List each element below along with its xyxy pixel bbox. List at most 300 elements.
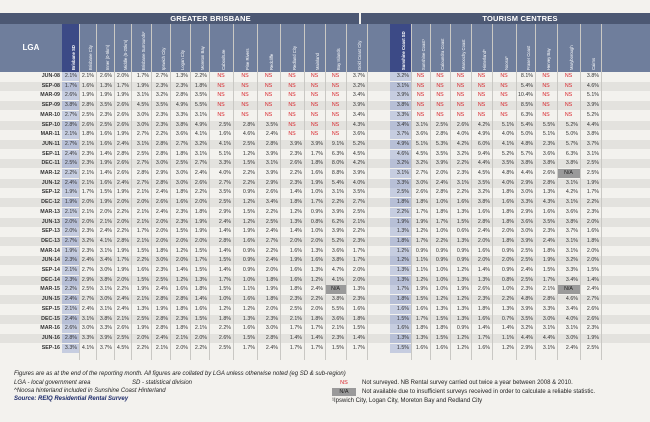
- table-cell: 2.6%: [116, 121, 129, 128]
- table-cell: 1.9%: [194, 228, 207, 235]
- table-cell: 2.4%: [218, 218, 231, 225]
- table-cell: 5.5%: [331, 305, 344, 312]
- table-cell: 1.6%: [542, 208, 555, 215]
- table-cell: 1.5%: [586, 267, 599, 273]
- table-cell: NS: [436, 82, 444, 89]
- table-cell: 2.9%: [520, 208, 533, 215]
- table-cell: 2.1%: [62, 130, 79, 139]
- table-cell: 4.0%: [501, 179, 514, 186]
- table-cell: NS: [288, 73, 296, 79]
- table-cell: 2.1%: [289, 315, 302, 322]
- table-cell: 4.8%: [520, 296, 533, 303]
- table-cell: 3.9%: [520, 305, 533, 312]
- table-cell: 1.6%: [136, 267, 149, 273]
- table-cell: 4.6%: [586, 82, 599, 89]
- table-cell: 3.5%: [99, 102, 112, 109]
- column-header: [580, 24, 601, 72]
- column-divider: [96, 24, 97, 360]
- table-cell: 1.9%: [116, 189, 129, 196]
- table-cell: NS: [500, 82, 508, 89]
- row-label: JUN-13: [41, 218, 60, 225]
- table-cell: 4.5%: [415, 150, 428, 157]
- row-label: MAR-14: [40, 247, 60, 254]
- table-cell: 4.1%: [218, 140, 231, 147]
- table-cell: 3.7%: [352, 73, 365, 79]
- table-cell: 1.6%: [310, 257, 323, 264]
- table-cell: 0.6%: [456, 228, 469, 235]
- column-header: [62, 24, 79, 72]
- table-cell: 2.5%: [175, 160, 188, 167]
- table-cell: 1.2%: [435, 296, 448, 303]
- column-divider: [114, 24, 115, 360]
- table-cell: 2.6%: [415, 189, 428, 196]
- table-cell: 1.3%: [501, 305, 514, 312]
- table-cell: 2.5%: [99, 121, 112, 128]
- table-cell: 1.2%: [390, 247, 411, 256]
- table-cell: 3.4%: [352, 92, 365, 99]
- table-cell: NS: [310, 111, 319, 118]
- table-cell: 3.0%: [415, 179, 428, 186]
- table-cell: 3.0%: [136, 121, 149, 128]
- table-cell: 2.4%: [435, 179, 448, 186]
- table-cell: 0.9%: [415, 247, 428, 254]
- table-cell: NS: [331, 121, 340, 128]
- table-cell: 2.8%: [175, 92, 188, 99]
- table-cell: 2.8%: [242, 121, 255, 128]
- table-cell: 1.6%: [415, 344, 428, 351]
- table-cell: NS: [331, 111, 340, 118]
- table-cell: 2.3%: [586, 208, 599, 215]
- table-cell: 3.2%: [155, 92, 168, 99]
- table-cell: 1.8%: [501, 218, 514, 225]
- table-cell: 3.8%: [520, 160, 533, 167]
- table-cell: 1.5%: [435, 315, 448, 322]
- table-cell: 3.9%: [352, 102, 365, 109]
- row-label: JUN-16: [41, 334, 60, 341]
- column-header-label: Gold Coast City: [356, 40, 362, 70]
- table-cell: 3.0%: [155, 257, 168, 264]
- table-cell: 2.4%: [265, 131, 278, 138]
- column-header-label: Brisbane Surrounds²: [141, 31, 146, 70]
- table-cell: 1.8%: [477, 305, 490, 312]
- table-cell: NS: [264, 82, 273, 89]
- table-cell: 2.4%: [62, 295, 79, 304]
- table-cell: 2.1%: [175, 334, 188, 341]
- table-cell: 5.2%: [501, 150, 514, 157]
- table-cell: 2.4%: [81, 257, 94, 264]
- table-cell: 3.1%: [456, 179, 469, 186]
- table-cell: 1.7%: [116, 82, 129, 89]
- table-cell: 1.2%: [456, 267, 469, 273]
- table-cell: 3.0%: [542, 315, 555, 322]
- table-cell: 2.3%: [99, 111, 112, 118]
- column-header-label: Fraser Coast: [525, 45, 531, 70]
- table-cell: 1.1%: [415, 257, 428, 264]
- table-cell: 1.4%: [175, 267, 188, 273]
- column-divider: [325, 24, 326, 360]
- table-cell: 1.2%: [218, 305, 231, 312]
- table-cell: 4.5%: [477, 170, 490, 176]
- table-cell: 2.5%: [218, 344, 231, 351]
- table-cell: NS: [241, 73, 249, 79]
- table-cell: 3.4%: [99, 257, 112, 264]
- table-cell: 3.7%: [99, 344, 112, 351]
- table-cell: 1.8%: [435, 208, 448, 215]
- table-cell: 2.7%: [155, 73, 168, 79]
- table-cell: 1.6%: [501, 199, 514, 206]
- table-cell: 1.9%: [586, 179, 599, 186]
- table-cell: 3.6%: [331, 247, 344, 254]
- table-cell: 3.1%: [390, 169, 411, 178]
- table-cell: 1.6%: [289, 267, 302, 273]
- table-cell: 4.4%: [520, 334, 533, 341]
- table-cell: NS: [416, 92, 425, 99]
- table-cell: NS: [500, 111, 508, 118]
- table-cell: 2.6%: [542, 170, 555, 176]
- table-cell: 4.2%: [352, 160, 365, 167]
- table-cell: 2.4%: [155, 286, 168, 293]
- column-divider: [367, 24, 368, 360]
- table-cell: 1.0%: [310, 228, 323, 235]
- table-cell: 1.9%: [116, 131, 129, 138]
- table-cell: 2.1%: [81, 179, 94, 186]
- column-header: [430, 24, 450, 72]
- table-cell: NS: [241, 92, 249, 99]
- row-label: MAR-09: [40, 92, 60, 99]
- table-cell: 2.7%: [136, 160, 149, 167]
- table-cell: 3.5%: [520, 315, 533, 322]
- table-cell: 2.8%: [435, 189, 448, 196]
- table-cell: NS: [217, 92, 225, 99]
- table-cell: 2.5%: [265, 218, 278, 225]
- table-cell: 4.0%: [352, 179, 365, 186]
- table-cell: 1.6%: [99, 140, 112, 147]
- table-cell: 2.7%: [81, 296, 94, 303]
- table-cell: 3.1%: [265, 160, 278, 167]
- column-divider: [151, 24, 152, 360]
- legend-ns-box: NS: [332, 379, 356, 387]
- table-cell: 3.7%: [565, 228, 578, 235]
- table-cell: 3.7%: [390, 130, 411, 139]
- table-cell: 1.3%: [390, 227, 411, 236]
- table-cell: 0.9%: [242, 189, 255, 196]
- column-divider: [233, 24, 234, 360]
- table-cell: 1.3%: [99, 82, 112, 89]
- table-cell: 2.7%: [62, 237, 79, 246]
- table-cell: 1.8%: [81, 131, 94, 138]
- table-cell: 2.3%: [155, 111, 168, 118]
- table-cell: 3.9%: [331, 228, 344, 235]
- table-cell: 3.2%: [352, 82, 365, 89]
- table-cell: 1.7%: [477, 334, 490, 341]
- column-divider: [209, 24, 210, 360]
- table-cell: 9.1%: [331, 140, 344, 147]
- table-cell: 1.6%: [242, 296, 255, 303]
- table-cell: 2.0%: [477, 257, 490, 264]
- table-cell: 1.2%: [289, 208, 302, 215]
- table-cell: 3.2%: [194, 140, 207, 147]
- table-cell: 3.6%: [565, 208, 578, 215]
- column-header-label: Maroochy Coast: [460, 39, 466, 70]
- table-cell: NS: [477, 102, 486, 109]
- table-cell: 1.8%: [435, 325, 448, 332]
- table-cell: 3.4%: [265, 199, 278, 206]
- table-cell: NS: [331, 82, 340, 89]
- table-cell: 2.3%: [155, 267, 168, 273]
- table-cell: 3.0%: [565, 334, 578, 341]
- table-cell: 3.6%: [331, 315, 344, 322]
- table-cell: 1.4%: [218, 228, 231, 235]
- table-cell: NS: [477, 111, 486, 118]
- table-cell: 3.8%: [542, 160, 555, 167]
- table-cell: NS: [542, 82, 550, 89]
- table-cell: 1.5%: [390, 315, 411, 324]
- table-cell: N/A: [557, 285, 580, 294]
- table-cell: 2.8%: [155, 296, 168, 303]
- column-header: [151, 24, 170, 72]
- column-header: [346, 24, 367, 72]
- table-cell: NS: [288, 111, 296, 118]
- table-cell: 2.3%: [477, 296, 490, 303]
- table-cell: 8.1%: [520, 73, 533, 79]
- table-cell: 4.0%: [456, 131, 469, 138]
- table-cell: 2.7%: [415, 170, 428, 176]
- table-cell: 2.3%: [586, 325, 599, 332]
- footnote-sd: SD - statistical division: [132, 380, 193, 386]
- table-cell: 2.4%: [586, 286, 599, 293]
- column-divider: [190, 24, 191, 360]
- table-cell: 2.8%: [175, 296, 188, 303]
- table-cell: 2.1%: [331, 325, 344, 332]
- table-cell: 3.7%: [586, 140, 599, 147]
- table-cell: 0.9%: [456, 257, 469, 264]
- table-cell: 1.9%: [116, 267, 129, 273]
- table-cell: 1.8%: [175, 305, 188, 312]
- table-cell: 1.7%: [136, 228, 149, 235]
- table-cell: 2.2%: [265, 208, 278, 215]
- table-cell: 3.3%: [390, 179, 411, 188]
- table-cell: 2.7%: [586, 296, 599, 303]
- table-cell: NS: [416, 73, 425, 79]
- table-cell: 4.8%: [501, 170, 514, 176]
- table-cell: 5.3%: [435, 140, 448, 147]
- table-cell: NS: [310, 92, 319, 99]
- table-cell: 4.1%: [501, 140, 514, 147]
- table-cell: 1.5%: [390, 344, 411, 353]
- column-divider: [304, 24, 305, 360]
- table-cell: 2.8%: [155, 179, 168, 186]
- table-cell: 1.4%: [289, 189, 302, 196]
- column-header: [492, 24, 516, 72]
- table-cell: 3.4%: [565, 276, 578, 283]
- table-cell: NS: [564, 111, 573, 118]
- table-cell: 1.9%: [136, 325, 149, 332]
- table-cell: 4.1%: [81, 344, 94, 351]
- table-cell: 2.3%: [542, 228, 555, 235]
- table-cell: 2.0%: [155, 237, 168, 244]
- column-divider: [131, 24, 132, 360]
- table-cell: 3.1%: [99, 286, 112, 293]
- table-cell: 2.7%: [136, 179, 149, 186]
- table-cell: 1.3%: [289, 218, 302, 225]
- table-cell: NS: [564, 82, 573, 89]
- table-cell: NS: [241, 82, 249, 89]
- table-cell: 2.6%: [116, 160, 129, 167]
- table-cell: 2.5%: [242, 140, 255, 147]
- table-cell: 2.3%: [265, 315, 278, 322]
- table-cell: NS: [331, 73, 340, 79]
- table-cell: 1.4%: [477, 325, 490, 332]
- row-label: JUN-11: [42, 140, 60, 147]
- table-cell: 1.8%: [218, 315, 231, 322]
- table-cell: 2.2%: [116, 208, 129, 215]
- table-cell: 2.2%: [62, 169, 79, 178]
- table-cell: NS: [331, 102, 340, 109]
- table-cell: 2.6%: [99, 73, 112, 79]
- table-cell: 4.2%: [456, 140, 469, 147]
- table-cell: NS: [288, 92, 296, 99]
- column-divider: [170, 24, 171, 360]
- table-cell: 2.4%: [265, 228, 278, 235]
- table-cell: 2.2%: [390, 208, 411, 217]
- table-cell: 2.0%: [265, 267, 278, 273]
- table-cell: 2.2%: [331, 199, 344, 206]
- table-cell: 1.8%: [586, 237, 599, 244]
- table-cell: 1.8%: [194, 82, 207, 89]
- table-cell: 1.8%: [175, 325, 188, 332]
- table-cell: 5.2%: [586, 111, 599, 118]
- table-cell: 1.7%: [194, 257, 207, 264]
- table-cell: 2.3%: [155, 121, 168, 128]
- table-cell: 2.5%: [586, 170, 599, 176]
- table-cell: 3.9%: [289, 140, 302, 147]
- table-cell: 2.6%: [116, 170, 129, 176]
- column-header: [516, 24, 535, 72]
- table-cell: 3.0%: [175, 170, 188, 176]
- column-header: [280, 24, 304, 72]
- table-cell: 2.0%: [289, 237, 302, 244]
- table-cell: 1.7%: [352, 257, 365, 264]
- table-cell: 1.8%: [542, 247, 555, 254]
- column-divider: [280, 24, 281, 360]
- table-cell: 0.9%: [501, 267, 514, 273]
- table-cell: 1.0%: [435, 267, 448, 273]
- table-cell: 1.1%: [242, 286, 255, 293]
- table-cell: NS: [477, 82, 486, 89]
- table-cell: 2.0%: [62, 218, 79, 227]
- table-cell: 1.9%: [265, 286, 278, 293]
- table-cell: 2.7%: [194, 160, 207, 167]
- table-cell: 2.3%: [175, 315, 188, 322]
- table-cell: 2.2%: [242, 170, 255, 176]
- table-cell: 1.7%: [81, 189, 94, 196]
- table-cell: 3.3%: [542, 305, 555, 312]
- table-cell: 1.7%: [435, 218, 448, 225]
- table-cell: 1.7%: [310, 150, 323, 157]
- table-cell: 1.0%: [501, 286, 514, 293]
- table-cell: 5.4%: [520, 121, 533, 128]
- table-cell: 3.4%: [352, 111, 365, 118]
- table-cell: 3.2%: [390, 72, 411, 81]
- table-cell: 0.9%: [435, 257, 448, 264]
- table-cell: 1.9%: [390, 218, 411, 227]
- table-cell: 3.5%: [155, 102, 168, 109]
- table-cell: 2.0%: [62, 227, 79, 236]
- table-cell: 1.9%: [194, 218, 207, 225]
- table-cell: 6.3%: [331, 150, 344, 157]
- column-header-label: Caboolture: [221, 49, 226, 70]
- table-cell: 1.1%: [501, 334, 514, 341]
- table-cell: 3.1%: [136, 140, 149, 147]
- column-header-label: Brisbane City: [87, 45, 93, 70]
- table-cell: 2.0%: [352, 276, 365, 283]
- table-cell: NS: [564, 73, 573, 79]
- table-cell: 5.7%: [520, 150, 533, 157]
- table-cell: 5.1%: [542, 131, 555, 138]
- table-cell: 1.5%: [352, 325, 365, 332]
- table-cell: 1.2%: [501, 344, 514, 351]
- table-cell: NS: [456, 82, 465, 89]
- table-cell: 2.3%: [289, 296, 302, 303]
- table-cell: 2.5%: [81, 111, 94, 118]
- column-divider: [79, 24, 80, 360]
- table-cell: 2.2%: [136, 344, 149, 351]
- column-header: [411, 24, 430, 72]
- table-cell: 5.0%: [520, 131, 533, 138]
- table-cell: 2.7%: [62, 140, 79, 149]
- table-cell: 2.1%: [62, 305, 79, 314]
- table-cell: 0.8%: [501, 276, 514, 283]
- table-cell: 1.2%: [310, 276, 323, 283]
- row-label: DEC-12: [41, 199, 60, 206]
- table-cell: 1.8%: [289, 286, 302, 293]
- table-cell: 1.9%: [62, 198, 79, 207]
- table-cell: NS: [456, 102, 465, 109]
- table-cell: 3.3%: [81, 334, 94, 341]
- table-cell: 2.5%: [390, 188, 411, 197]
- column-divider: [601, 24, 602, 360]
- table-cell: 2.3%: [352, 296, 365, 303]
- table-cell: 1.9%: [136, 286, 149, 293]
- table-cell: 1.0%: [435, 286, 448, 293]
- column-header-label: Bay Islands: [335, 48, 341, 70]
- table-cell: 2.1%: [116, 315, 129, 322]
- table-cell: 3.1%: [565, 237, 578, 244]
- table-cell: 1.9%: [289, 257, 302, 264]
- table-cell: 2.5%: [155, 276, 168, 283]
- column-divider: [411, 24, 412, 360]
- table-cell: 1.3%: [352, 286, 365, 293]
- lga-column-header: LGA: [0, 24, 62, 72]
- table-cell: 2.6%: [116, 111, 129, 118]
- table-cell: 2.7%: [175, 140, 188, 147]
- table-cell: 2.0%: [586, 257, 599, 264]
- table-cell: 3.5%: [435, 150, 448, 157]
- table-cell: 2.8%: [155, 315, 168, 322]
- table-cell: 1.7%: [136, 73, 149, 79]
- table-cell: 1.2%: [242, 218, 255, 225]
- table-cell: 4.7%: [331, 267, 344, 273]
- table-cell: 5.5%: [542, 121, 555, 128]
- table-cell: 1.6%: [456, 199, 469, 206]
- table-cell: 3.1%: [390, 82, 411, 91]
- table-cell: 2.0%: [116, 199, 129, 206]
- table-cell: 4.2%: [477, 121, 490, 128]
- table-cell: 2.0%: [155, 228, 168, 235]
- table-cell: 1.9%: [116, 247, 129, 254]
- table-cell: 1.5%: [242, 334, 255, 341]
- table-cell: 1.8%: [390, 295, 411, 304]
